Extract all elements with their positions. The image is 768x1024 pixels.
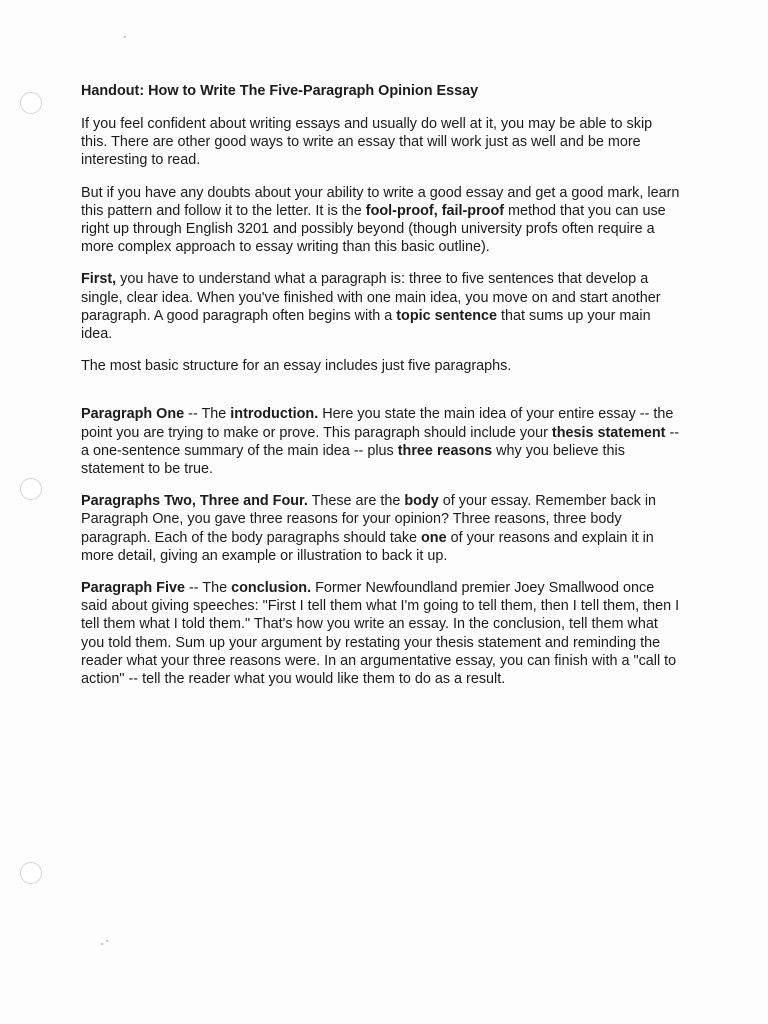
- paragraph-body-two-three-four: [81, 492, 681, 565]
- text-run: you have to understand what a paragraph is: three to five sentences that develop a single, clear idea. When you've finished with one main idea, you move on and start another paragraph. A good paragraph often begins with a: [81, 271, 661, 324]
- bold-run: introduction.: [230, 406, 319, 423]
- punch-hole: [20, 92, 42, 114]
- text-run: of your reasons and explain it in more detail, giving an example or illustration to back it up.: [81, 529, 654, 564]
- bold-run: conclusion.: [231, 580, 312, 597]
- scan-speck: [101, 943, 103, 945]
- paragraph-basic-structure: [81, 357, 681, 375]
- paragraph-five-conclusion: [81, 579, 681, 688]
- text-run: method that you can use right up through English 3201 and possibly beyond (though university profs often require a more complex approach to essay writing than this basic outline).: [81, 202, 666, 256]
- bold-run: thesis statement: [551, 424, 666, 441]
- handout-title: Handout: How to Write The Five-Paragraph Opinion Essay: [81, 83, 479, 99]
- text-run: -- a one-sentence summary of the main idea -- plus: [81, 424, 680, 459]
- bold-run: Paragraph One: [81, 406, 185, 423]
- bold-run: three reasons: [397, 442, 493, 459]
- bold-run: topic sentence: [396, 307, 497, 324]
- text-run: But if you have any doubts about your ability to write a good essay and get a good mark, learn this pattern and follow it to the letter. It is the: [81, 184, 680, 219]
- scan-speck: [124, 36, 126, 38]
- bold-run: First,: [81, 271, 117, 288]
- paragraph-one-introduction: [81, 405, 681, 478]
- text-run: The most basic structure for an essay includes just five paragraphs.: [81, 358, 512, 375]
- scan-speck: [106, 940, 108, 942]
- text-run: -- The: [184, 580, 232, 597]
- bold-run: Paragraphs Two, Three and Four.: [81, 493, 308, 510]
- bold-run: body: [404, 493, 439, 510]
- text-run: that sums up your main idea.: [81, 307, 651, 343]
- text-run: Former Newfoundland premier Joey Smallwood once said about giving speeches: "First I tell them what I'm going to tell them, then I tell them, then I tell them what I told them." That's how you write an essay. In the conclusion, tell them what you told them. Sum up your argument by restating your thesis statement and reminding the reader what your three reasons were. In an argumentative essay, you can finish with a "call to action" -- tell the reader what you would like them to do as a result.: [81, 580, 680, 688]
- text-run: -- The: [184, 406, 231, 423]
- bold-run: fool-proof, fail-proof: [365, 202, 505, 219]
- text-run: If you feel confident about writing essays and usually do well at it, you may be able to skip this. There are other good ways to write an essay that will work just as well and be more interesting to read.: [81, 116, 653, 169]
- paragraph-doubts: [81, 184, 681, 257]
- paragraph-first: [81, 270, 681, 343]
- punch-hole: [20, 478, 42, 500]
- text-run: Here you state the main idea of your entire essay -- the point you are trying to make or prove. This paragraph should include your: [81, 406, 674, 441]
- text-run: of your essay. Remember back in Paragraph One, you gave three reasons for your opinion? Three reasons, three body paragraph. Each of the body paragraphs should take: [81, 493, 657, 546]
- paragraph-intro-skip: [81, 115, 681, 170]
- bold-run: one: [421, 529, 447, 546]
- text-run: why you believe this statement to be true.: [81, 442, 625, 478]
- text-run: These are the: [307, 493, 405, 510]
- bold-run: Paragraph Five: [81, 580, 185, 597]
- punch-hole: [20, 862, 42, 884]
- handout-body: [81, 82, 681, 702]
